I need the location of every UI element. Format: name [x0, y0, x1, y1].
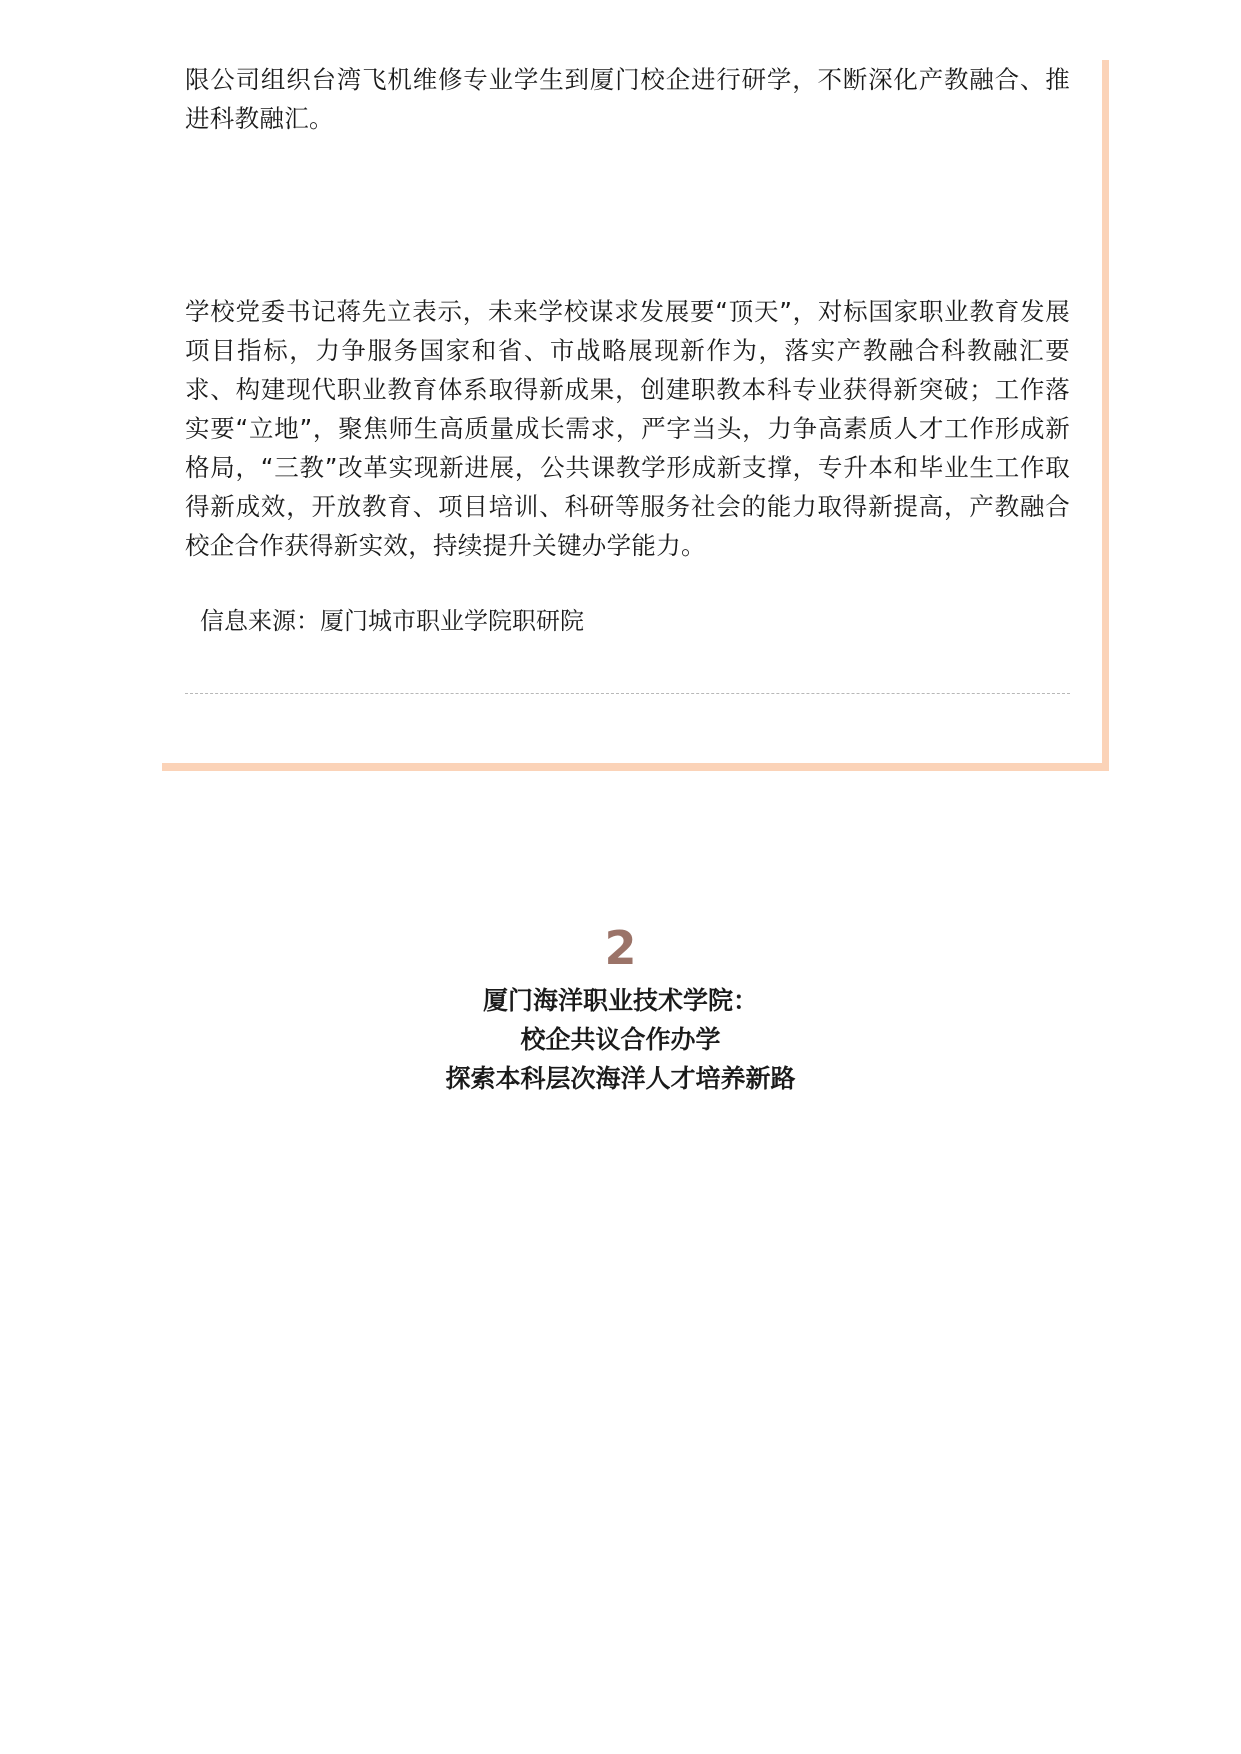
section-heading-line-1: 厦门海洋职业技术学院： [482, 986, 758, 1015]
card-border-right [1102, 60, 1109, 770]
info-source: 信息来源：厦门城市职业学院职研院 [200, 607, 584, 635]
card-border-bottom [162, 763, 1109, 771]
section-heading-line-3: 探索本科层次海洋人才培养新路 [445, 1064, 796, 1093]
dashed-divider [185, 693, 1070, 694]
article-paragraph-2: 学校党委书记蒋先立表示，未来学校谋求发展要“顶天”，对标国家职业教育发展项目指标，力争服务国家和省、市战略展现新作为，落实产教融合科教融汇要求、构建现代职业教育体系取得新成果，创建职教本科专业获得新突破；工作落实要“立地”，聚焦师生高质量成长需求，严字当头，力争高素质人才工作形成新格局，“三教”改革实现新进展，公共课教学形成新支撑，专升本和毕业生工作取得新成效，开放教育、项目培训、科研等服务社会的能力取得新提高，产教融合校企合作获得新实效，持续提升关键办学能力。 [185, 297, 1070, 560]
article-paragraph-1: 限公司组织台湾飞机维修专业学生到厦门校企进行研学，不断深化产教融合、推进科教融汇。 [185, 65, 1070, 133]
section-heading-line-2: 校企共议合作办学 [520, 1025, 721, 1054]
section-heading [0, 981, 1241, 1098]
section-number: 2 [604, 921, 637, 975]
